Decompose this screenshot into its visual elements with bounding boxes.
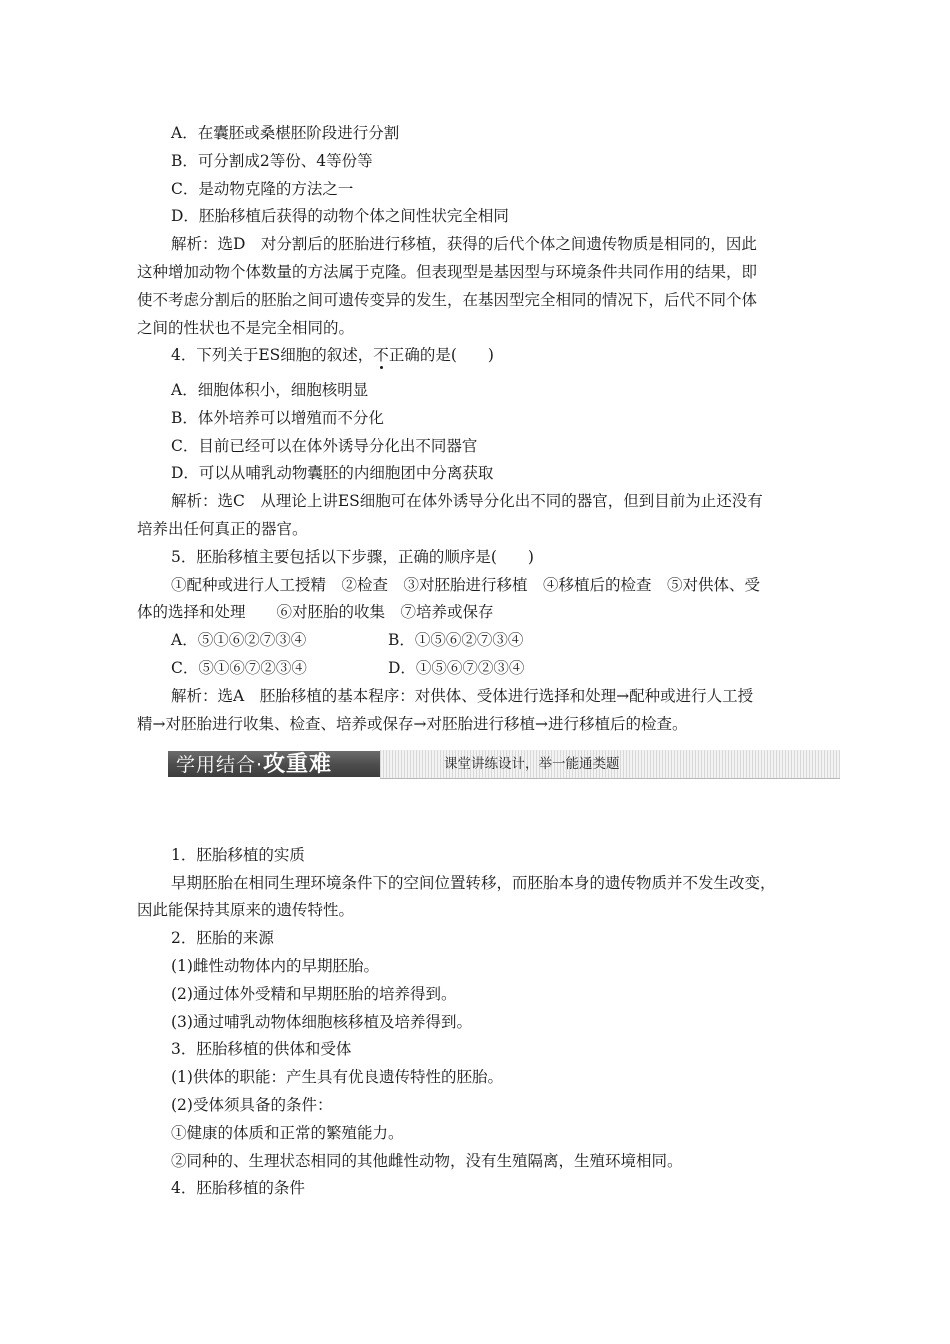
recipient-conditions: (2)受体须具备的条件： xyxy=(171,1096,333,1114)
question-5: 5．胚胎移植主要包括以下步骤，正确的顺序是( ) xyxy=(171,548,534,566)
recipient-condition-2: ②同种的、生理状态相同的其他雌性动物，没有生殖隔离，生殖环境相同。 xyxy=(171,1152,683,1170)
option-d: D．胚胎移植后获得的动物个体之间性状完全相同 xyxy=(171,207,509,225)
source-item-3: (3)通过哺乳动物体细胞核移植及培养得到。 xyxy=(171,1013,472,1031)
option-a: A．在囊胚或桑椹胚阶段进行分割 xyxy=(171,124,400,142)
q4-option-b: B．体外培养可以增殖而不分化 xyxy=(171,409,384,427)
heading-2: 2．胚胎的来源 xyxy=(171,929,274,947)
source-item-2: (2)通过体外受精和早期胚胎的培养得到。 xyxy=(171,985,457,1003)
q4-option-c: C．目前已经可以在体外诱导分化出不同器官 xyxy=(171,437,478,455)
heading-1: 1．胚胎移植的实质 xyxy=(171,846,305,864)
source-item-1: (1)雌性动物体内的早期胚胎。 xyxy=(171,957,379,975)
banner-title-part-2: 攻重难 xyxy=(263,752,333,777)
q5-option-b: B．①⑤⑥②⑦③④ xyxy=(388,631,524,649)
heading-1-body-line-1: 早期胚胎在相同生理环境条件下的空间位置转移，而胚胎本身的遗传物质并不发生改变， xyxy=(171,874,776,892)
emphasis-not: 不 xyxy=(373,346,389,364)
analysis-5-line-1: 解析：选A 胚胎移植的基本程序：对供体、受体进行选择和处理→配种或进行人工授 xyxy=(171,687,754,705)
q5-option-c: C．⑤①⑥⑦②③④ xyxy=(171,659,307,677)
q5-steps-line-2: 体的选择和处理 ⑥对胚胎的收集 ⑦培养或保存 xyxy=(137,603,494,621)
analysis-4-line-1: 解析：选C 从理论上讲ES细胞可在体外诱导分化出不同的器官，但到目前为止还没有 xyxy=(171,492,763,510)
analysis-4-line-2: 培养出任何真正的器官。 xyxy=(137,520,308,538)
q5-option-d: D．①⑤⑥⑦②③④ xyxy=(388,659,525,677)
analysis-3-line-4: 之间的性状也不是完全相同的。 xyxy=(137,319,355,337)
analysis-3-line-2: 这种增加动物个体数量的方法属于克隆。但表现型是基因型与环境条件共同作用的结果，即 xyxy=(137,263,758,281)
question-4-stem: 4．下列关于ES细胞的叙述， xyxy=(171,346,374,364)
banner-title xyxy=(176,753,332,777)
option-c: C．是动物克隆的方法之一 xyxy=(171,180,354,198)
heading-4: 4．胚胎移植的条件 xyxy=(171,1179,305,1197)
heading-1-body-line-2: 因此能保持其原来的遗传特性。 xyxy=(137,901,355,919)
q4-option-a: A．细胞体积小，细胞核明显 xyxy=(171,381,369,399)
option-b: B．可分割成2等份、4等份等 xyxy=(171,152,373,170)
question-4 xyxy=(171,345,494,365)
analysis-3-line-1: 解析：选D 对分割后的胚胎进行移植，获得的后代个体之间遗传物质是相同的，因此 xyxy=(171,235,757,253)
analysis-3-line-3: 使不考虑分割后的胚胎之间可遗传变异的发生，在基因型完全相同的情况下，后代不同个体 xyxy=(137,291,758,309)
section-banner xyxy=(168,750,840,778)
donor-role: (1)供体的职能：产生具有优良遗传特性的胚胎。 xyxy=(171,1068,503,1086)
analysis-5-line-2: 精→对胚胎进行收集、检查、培养或保存→对胚胎进行移植→进行移植后的检查。 xyxy=(137,715,688,733)
q5-steps-line-1: ①配种或进行人工授精 ②检查 ③对胚胎进行移植 ④移植后的检查 ⑤对供体、受 xyxy=(171,576,761,594)
banner-title-block xyxy=(168,751,380,777)
banner-title-part-1: 学用结合· xyxy=(176,754,264,776)
recipient-condition-1: ①健康的体质和正常的繁殖能力。 xyxy=(171,1124,404,1142)
heading-3: 3．胚胎移植的供体和受体 xyxy=(171,1040,352,1058)
question-4-tail: 正确的是( ) xyxy=(388,346,494,364)
q5-option-a: A．⑤①⑥②⑦③④ xyxy=(171,631,307,649)
banner-subtitle: 课堂讲练设计，举一能通类题 xyxy=(444,756,620,772)
q4-option-d: D．可以从哺乳动物囊胚的内细胞团中分离获取 xyxy=(171,464,494,482)
banner-stripe xyxy=(380,750,840,779)
